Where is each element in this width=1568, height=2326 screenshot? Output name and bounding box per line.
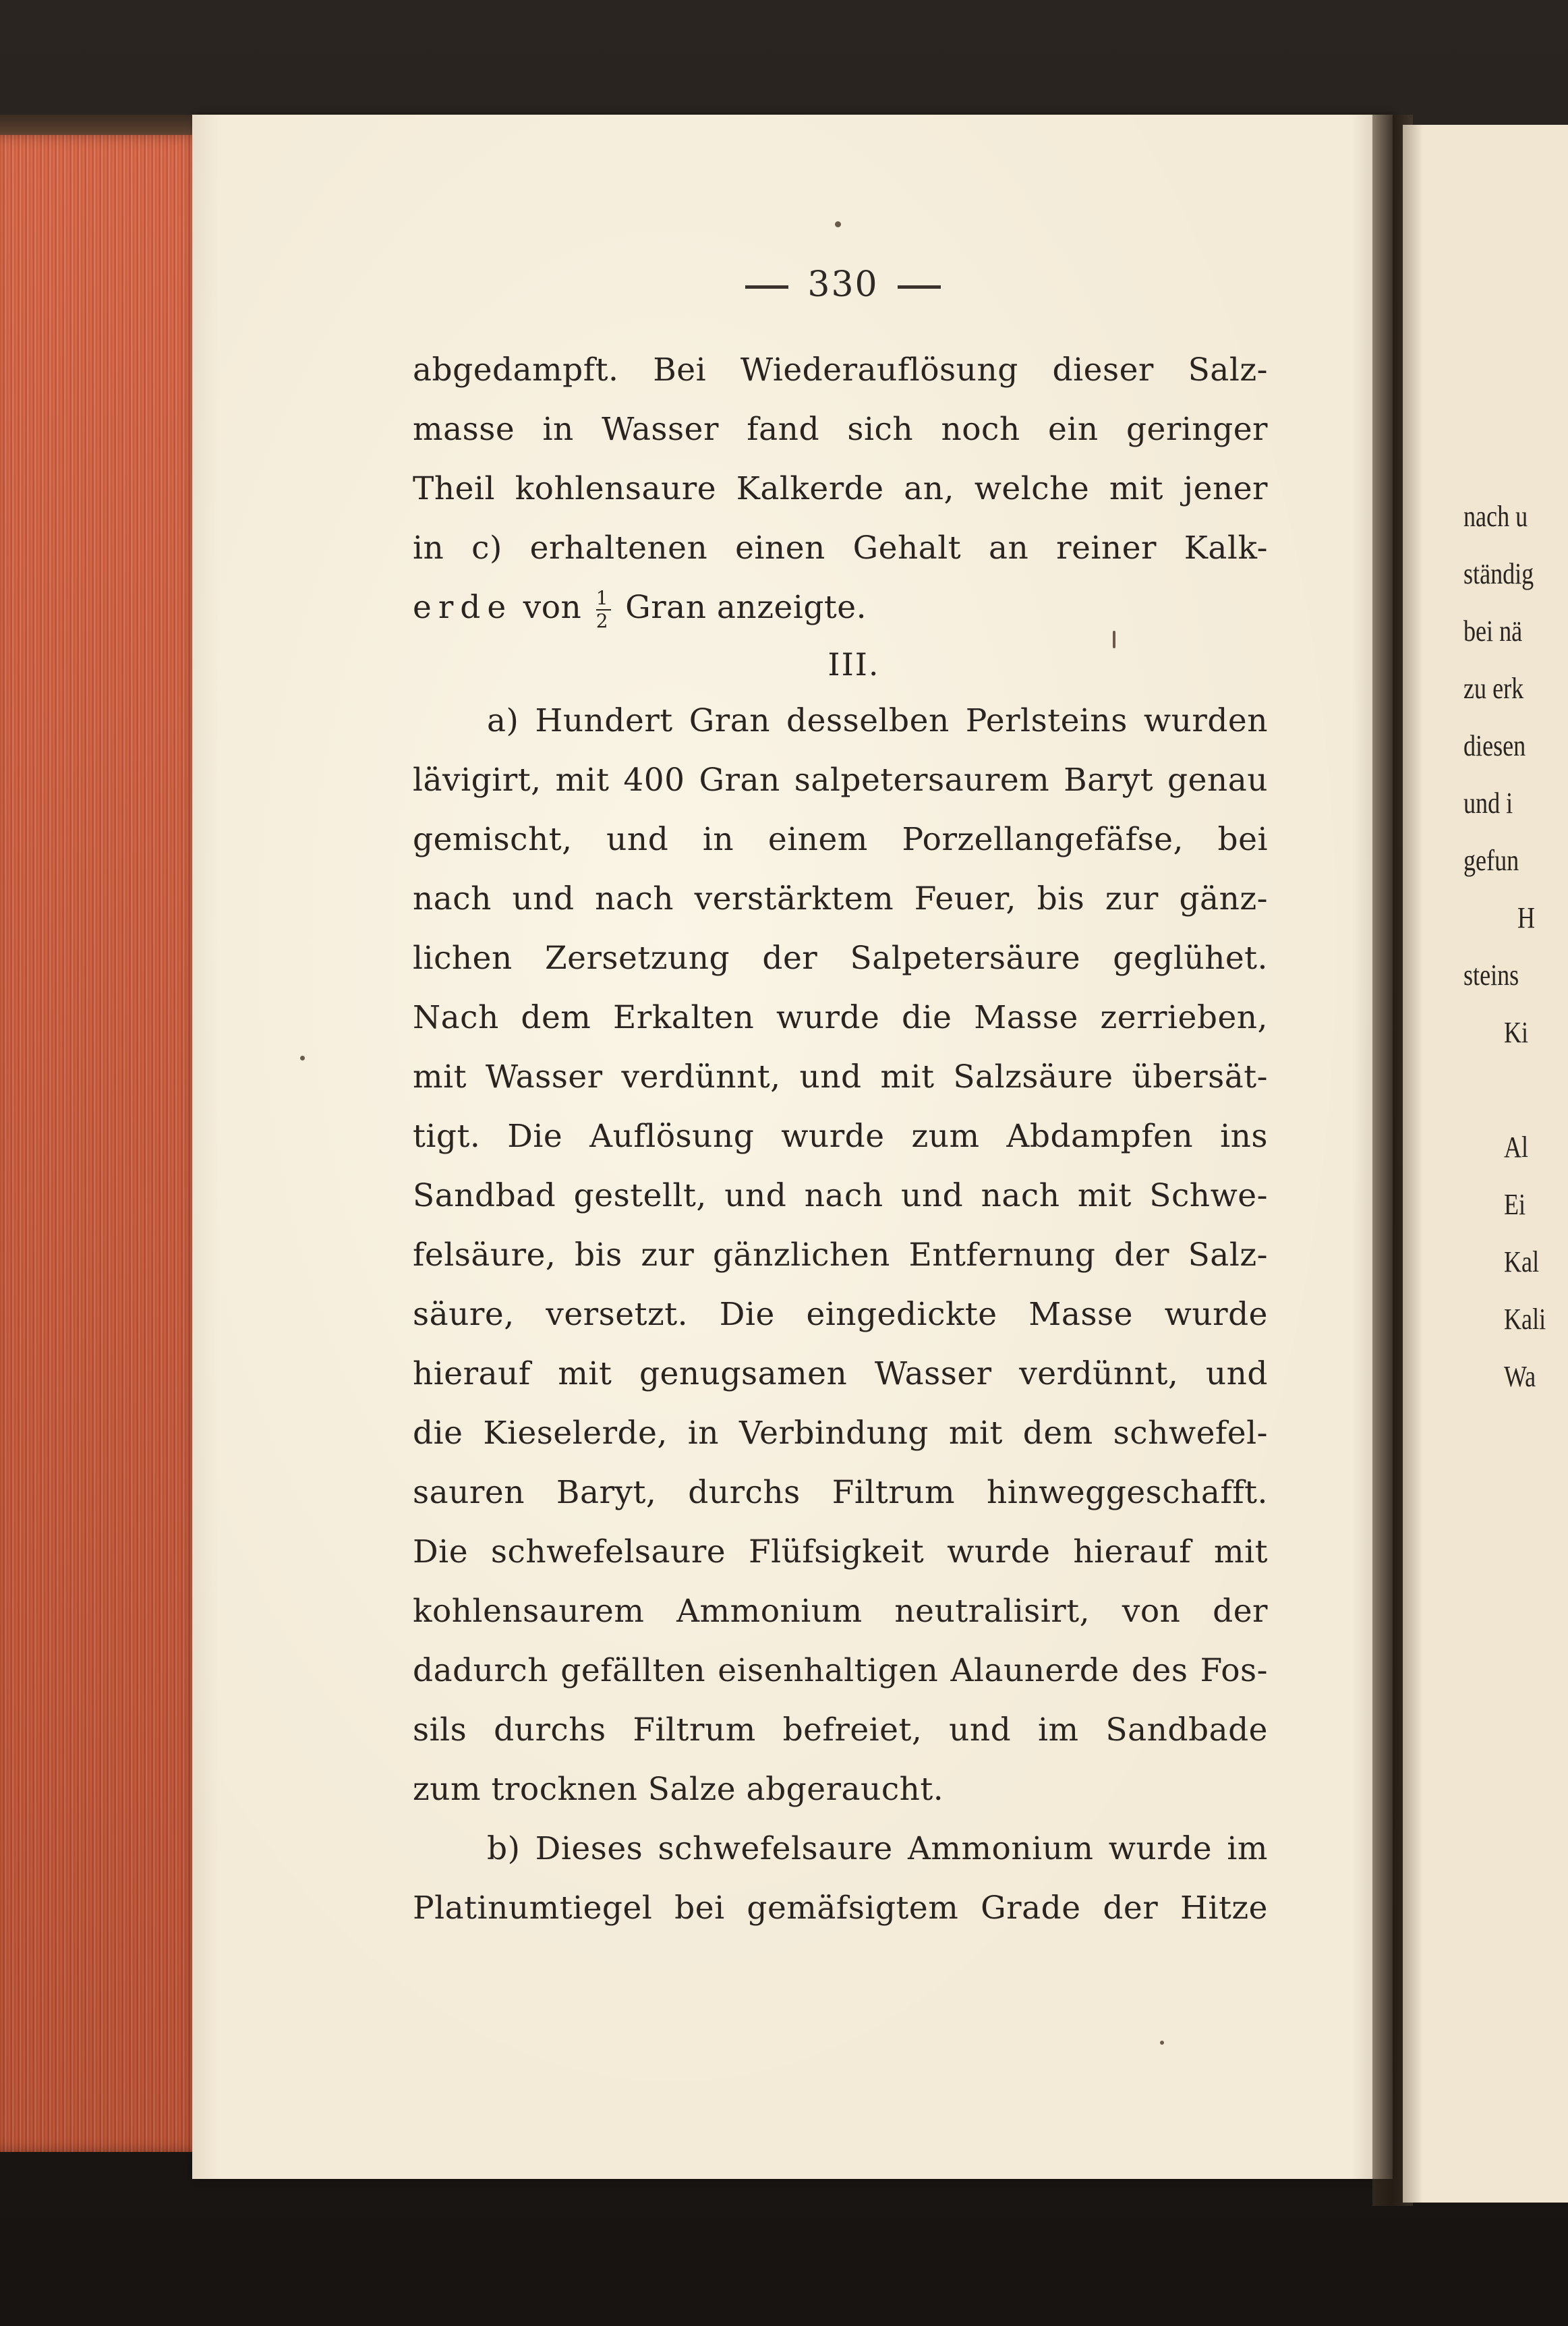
facing-fragment: diesen — [1463, 729, 1526, 762]
page-header — [715, 264, 971, 305]
text-line: hierauf mit genugsamen Wasser verdünnt, und — [413, 1355, 1268, 1392]
facing-fragment: ständig — [1463, 557, 1534, 590]
text-word: Gran anzeigte. — [625, 589, 867, 626]
facing-fragment: steins — [1463, 959, 1519, 992]
paper-speck — [1160, 2041, 1164, 2045]
facing-fragment: Kal — [1504, 1245, 1540, 1278]
fraction — [596, 589, 611, 631]
text-line: tigt. Die Auflösung wurde zum Abdampfen ins — [413, 1118, 1268, 1155]
text-line — [413, 578, 1268, 637]
text-line: in c) erhaltenen einen Gehalt an reiner Kalk- — [413, 530, 1268, 567]
header-dash-right — [898, 285, 941, 289]
text-line: felsäure, bis zur gänzlichen Entfernung der Salz- — [413, 1237, 1268, 1274]
text-line: b) Dieses schwefelsaure Ammonium wurde im — [487, 1830, 1268, 1867]
text-line: dadurch gefällten eisenhaltigen Alaunerde des Fos- — [413, 1652, 1268, 1689]
page-text — [413, 341, 1268, 1938]
facing-fragment: Al — [1504, 1131, 1529, 1164]
fraction-denominator: 2 — [596, 610, 609, 632]
text-line: nach und nach verstärktem Feuer, bis zur gänz- — [413, 880, 1268, 917]
text-line: Platinumtiegel bei gemäfsigtem Grade der Hitze — [413, 1890, 1268, 1927]
facing-fragment: Ei — [1504, 1188, 1526, 1221]
text-line: säure, versetzt. Die eingedickte Masse wurde — [413, 1296, 1268, 1333]
facing-fragment: Ki — [1504, 1016, 1529, 1049]
text-line: kohlensaurem Ammonium neutralisirt, von der — [413, 1593, 1268, 1630]
text-line: Die schwefelsaure Flüfsigkeit wurde hierauf mit — [413, 1533, 1268, 1570]
facing-fragment: Kali — [1504, 1303, 1546, 1336]
facing-fragment: gefun — [1463, 844, 1519, 877]
paper-speck — [1113, 631, 1115, 648]
page-edges — [0, 135, 202, 2152]
page-number: 330 — [807, 264, 879, 305]
fraction-numerator: 1 — [596, 587, 609, 609]
text-line: masse in Wasser fand sich noch ein geringer — [413, 411, 1268, 448]
paper-speck — [835, 221, 841, 227]
text-line: Nach dem Erkalten wurde die Masse zerrieben, — [413, 999, 1268, 1036]
text-line: gemischt, und in einem Porzellangefäfse, bei — [413, 821, 1268, 858]
text-line: zum trocknen Salze abgeraucht. — [413, 1771, 944, 1808]
text-line: sauren Baryt, durchs Filtrum hinweggeschafft. — [413, 1474, 1268, 1511]
facing-fragment: H — [1517, 901, 1536, 934]
text-line: lävigirt, mit 400 Gran salpetersaurem Baryt genau — [413, 762, 1268, 799]
text-line: Sandbad gestellt, und nach und nach mit Schwe- — [413, 1177, 1268, 1214]
facing-fragment: Wa — [1504, 1360, 1536, 1393]
header-dash-left — [745, 285, 788, 289]
facing-fragment: nach u — [1463, 500, 1528, 533]
facing-fragment: und i — [1463, 787, 1513, 820]
facing-fragment: zu erk — [1463, 672, 1524, 705]
text-line: mit Wasser verdünnt, und mit Salzsäure übersät- — [413, 1058, 1268, 1096]
text-line: Theil kohlensaure Kalkerde an, welche mit jener — [413, 470, 1268, 507]
paper-speck — [300, 1056, 305, 1060]
facing-page — [1403, 125, 1568, 2203]
facing-fragment: bei nä — [1463, 615, 1523, 648]
text-line: lichen Zersetzung der Salpetersäure geglühet. — [413, 940, 1268, 977]
text-line: abgedampft. Bei Wiederauflösung dieser Salz- — [413, 351, 1268, 389]
spaced-word: erde — [413, 589, 513, 626]
text-line: sils durchs Filtrum befreiet, und im Sandbade — [413, 1711, 1268, 1749]
text-line: a) Hundert Gran desselben Perlsteins wurden — [487, 702, 1268, 739]
text-word: von — [523, 589, 582, 626]
text-line: die Kieselerde, in Verbindung mit dem schwefel- — [413, 1415, 1268, 1452]
section-heading: III. — [827, 646, 880, 683]
